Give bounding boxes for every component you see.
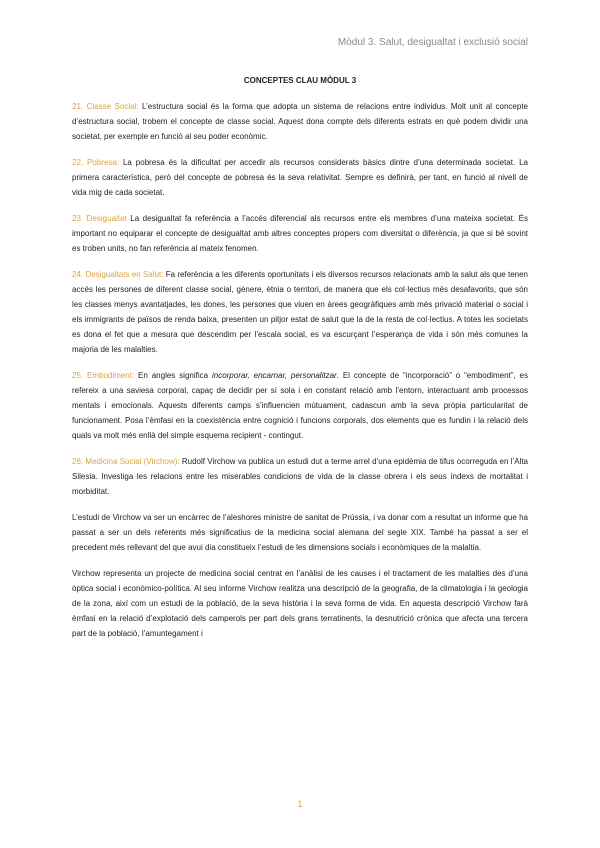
concept-paragraph — [72, 211, 528, 256]
concept-paragraph — [72, 368, 528, 443]
concept-term: Desigualtat — [86, 214, 127, 223]
concept-text: L’estructura social és la forma que adopta un sistema de relacions entre individus. Molt unit al concepte d’estructura social, trobem el concepte de classe social. Aquest dona compte dels diferents estrats en què podem dividir una societat, per exemple en funció al seu poder econòmic. — [72, 102, 528, 141]
document-title: CONCEPTES CLAU MÒDUL 3 — [243, 76, 357, 85]
concept-term: Desigualtats en Salut: — [85, 270, 164, 279]
concept-number: 26. — [72, 457, 84, 466]
concept-text: . El concepte de “incorporació” o “embodiment”, es refereix a una saviesa corporal, capaç de decidir per sí sola i en constant relació amb l’entorn, interactuant amb processos mentals i emocionals. Aquests diferents camps s’influencien mútuament, cadascun amb la seva pròpia particularitat de funcionament. Posa l’èmfasi en la coexistència entre cognició i funcions corporals, dos elements que es fundin i la relació dels quals va molt més enllà del simple esquema recipient - contingut. — [72, 371, 528, 440]
concept-number: 21. — [72, 102, 84, 111]
concept-text: La desigualtat fa referència a l’accés diferencial als recursos entre els membres d’una mateixa societat. És important no equiparar el concepte de desigualtat amb altres conceptes propers com diversitat o diferència, ja que si bé sovint es troben units, no fan referència al mateix fenomen. — [72, 214, 528, 253]
concept-number: 22. — [72, 158, 84, 167]
concept-text: La pobresa és la dificultat per accedir als recursos considerats bàsics dintre d’una determinada societat. La primera característica, però del concepte de pobresa és la seva relativitat. Sempre es definirà, per tant, en funció al nivell de vida mig de cada societat. — [72, 158, 529, 197]
concept-italic-text: incorporar, encarnar, personalitzar — [211, 371, 337, 380]
concept-number: 25. — [72, 371, 84, 380]
concept-paragraph — [72, 454, 528, 499]
body-paragraph: L’estudi de Virchow va ser un encàrrec de l’aleshores ministre de sanitat de Prússia, i va donar com a resultat un informe que ha passat a ser un dels referents més significatius de la medicina social alemana del segle XIX. També ha passat a ser el precedent més rellevant del que avui dia constitueix l’estudi de les dimensions socials i econòmiques de la malaltia. — [72, 513, 528, 552]
concept-number: 23. — [72, 214, 84, 223]
concept-term: Pobresa: — [87, 158, 120, 167]
document-body — [72, 99, 528, 652]
concept-text-before: En angles significa — [134, 371, 212, 380]
concept-paragraph — [72, 267, 528, 357]
concept-number: 24. — [72, 270, 84, 279]
concept-text: Rudolf Virchow va publica un estudi dut a terme arrel d’una epidèmia de tifus ocorreguda en l’Alta Silesia. Investiga les relacions entre les miserables condicions de vida de la classe obrera i els seus índexs de mortalitat i morbiditat. — [72, 457, 529, 496]
concept-paragraph — [72, 99, 528, 144]
concept-term: Classe Social: — [86, 102, 139, 111]
concept-text: Fa referència a les diferents oportunitats i els diversos recursos relacionats amb la salut als que tenen accés les persones de diferent classe social, gènere, ètnia o territori, de manera que els col·lectius més desafavorits, que són les classes menys avantatjades, les dones, les persones que viuen en àrees geogràfiques amb més privació material o social i els immigrants de països de renda baixa, presenten un pitjor estat de salut que la de la resta de col·lectius. A totes les societats es dona el fet que a mesura que descendim per l’escala social, es va escurçant l’esperança de vida i són més comunes la majoria de les malalties. — [72, 270, 529, 354]
running-header: Mòdul 3. Salut, desigualtat i exclusió social — [337, 37, 528, 48]
concept-term: Embodiment: — [87, 371, 135, 380]
page-number: 1 — [297, 799, 303, 809]
concept-term: Medicina Social (Virchow): — [85, 457, 180, 466]
concept-paragraph — [72, 155, 528, 200]
body-paragraph: Virchow representa un projecte de medicina social centrat en l’anàlisi de les causes i el tractament de les malalties des d’una òptica social i econòmico-política. Al seu informe Virchow realitza una descripció de la geografia, de la climatologia i la geologia de la zona, així com un estudi de la població, de la seva història i la seva forma de vida. En aquesta descripció Virchow farà èmfasi en la relació d’explotació dels camperols per part dels grans terratinents, la desnutrició crònica que afecta una tercera part de la població, l’amuntegament i — [72, 569, 528, 638]
